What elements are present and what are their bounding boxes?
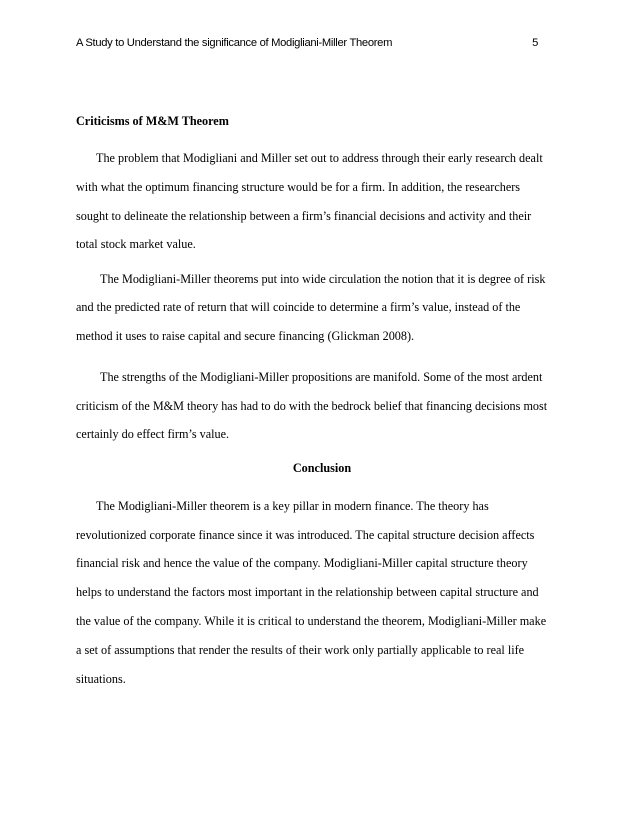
paragraph-line: financial risk and hence the value of the company. Modigliani-Miller capital structure theory <box>76 556 528 570</box>
paragraph-line: revolutionized corporate finance since it was introduced. The capital structure decision affects <box>76 528 535 542</box>
paragraph-line: The Modigliani-Miller theorems put into wide circulation the notion that it is degree of risk <box>100 272 546 286</box>
paragraph-line: sought to delineate the relationship between a firm’s financial decisions and activity and their <box>76 209 532 223</box>
paragraph-line: The strengths of the Modigliani-Miller propositions are manifold. Some of the most ardent <box>100 370 543 384</box>
paragraph-line: criticism of the M&M theory has had to do with the bedrock belief that financing decisions most <box>76 399 548 413</box>
paragraph-line: method it uses to raise capital and secure financing (Glickman 2008). <box>76 329 415 343</box>
section-heading-conclusion: Conclusion <box>292 461 352 475</box>
paragraph-line: total stock market value. <box>76 237 196 251</box>
running-header <box>76 37 538 49</box>
section-heading-criticisms: Criticisms of M&M Theorem <box>76 114 229 128</box>
page-number: 5 <box>532 37 538 49</box>
paragraph-line: The Modigliani-Miller theorem is a key pillar in modern finance. The theory has <box>96 499 489 513</box>
paragraph-line: The problem that Modigliani and Miller set out to address through their early research dealt <box>96 151 543 165</box>
paragraph-line: the value of the company. While it is critical to understand the theorem, Modigliani-Miller make <box>76 614 547 628</box>
paragraph-line: helps to understand the factors most important in the relationship between capital structure and <box>76 585 539 599</box>
paragraph-line: and the predicted rate of return that will coincide to determine a firm’s value, instead of the <box>76 300 521 314</box>
paragraph-line: a set of assumptions that render the results of their work only partially applicable to real life <box>76 643 525 657</box>
running-header-title: A Study to Understand the significance of Modigliani-Miller Theorem <box>76 37 393 49</box>
paragraph-line: with what the optimum financing structure would be for a firm. In addition, the researchers <box>76 180 521 194</box>
paragraph-line: certainly do effect firm’s value. <box>76 427 230 441</box>
paragraph-line: situations. <box>76 672 126 686</box>
